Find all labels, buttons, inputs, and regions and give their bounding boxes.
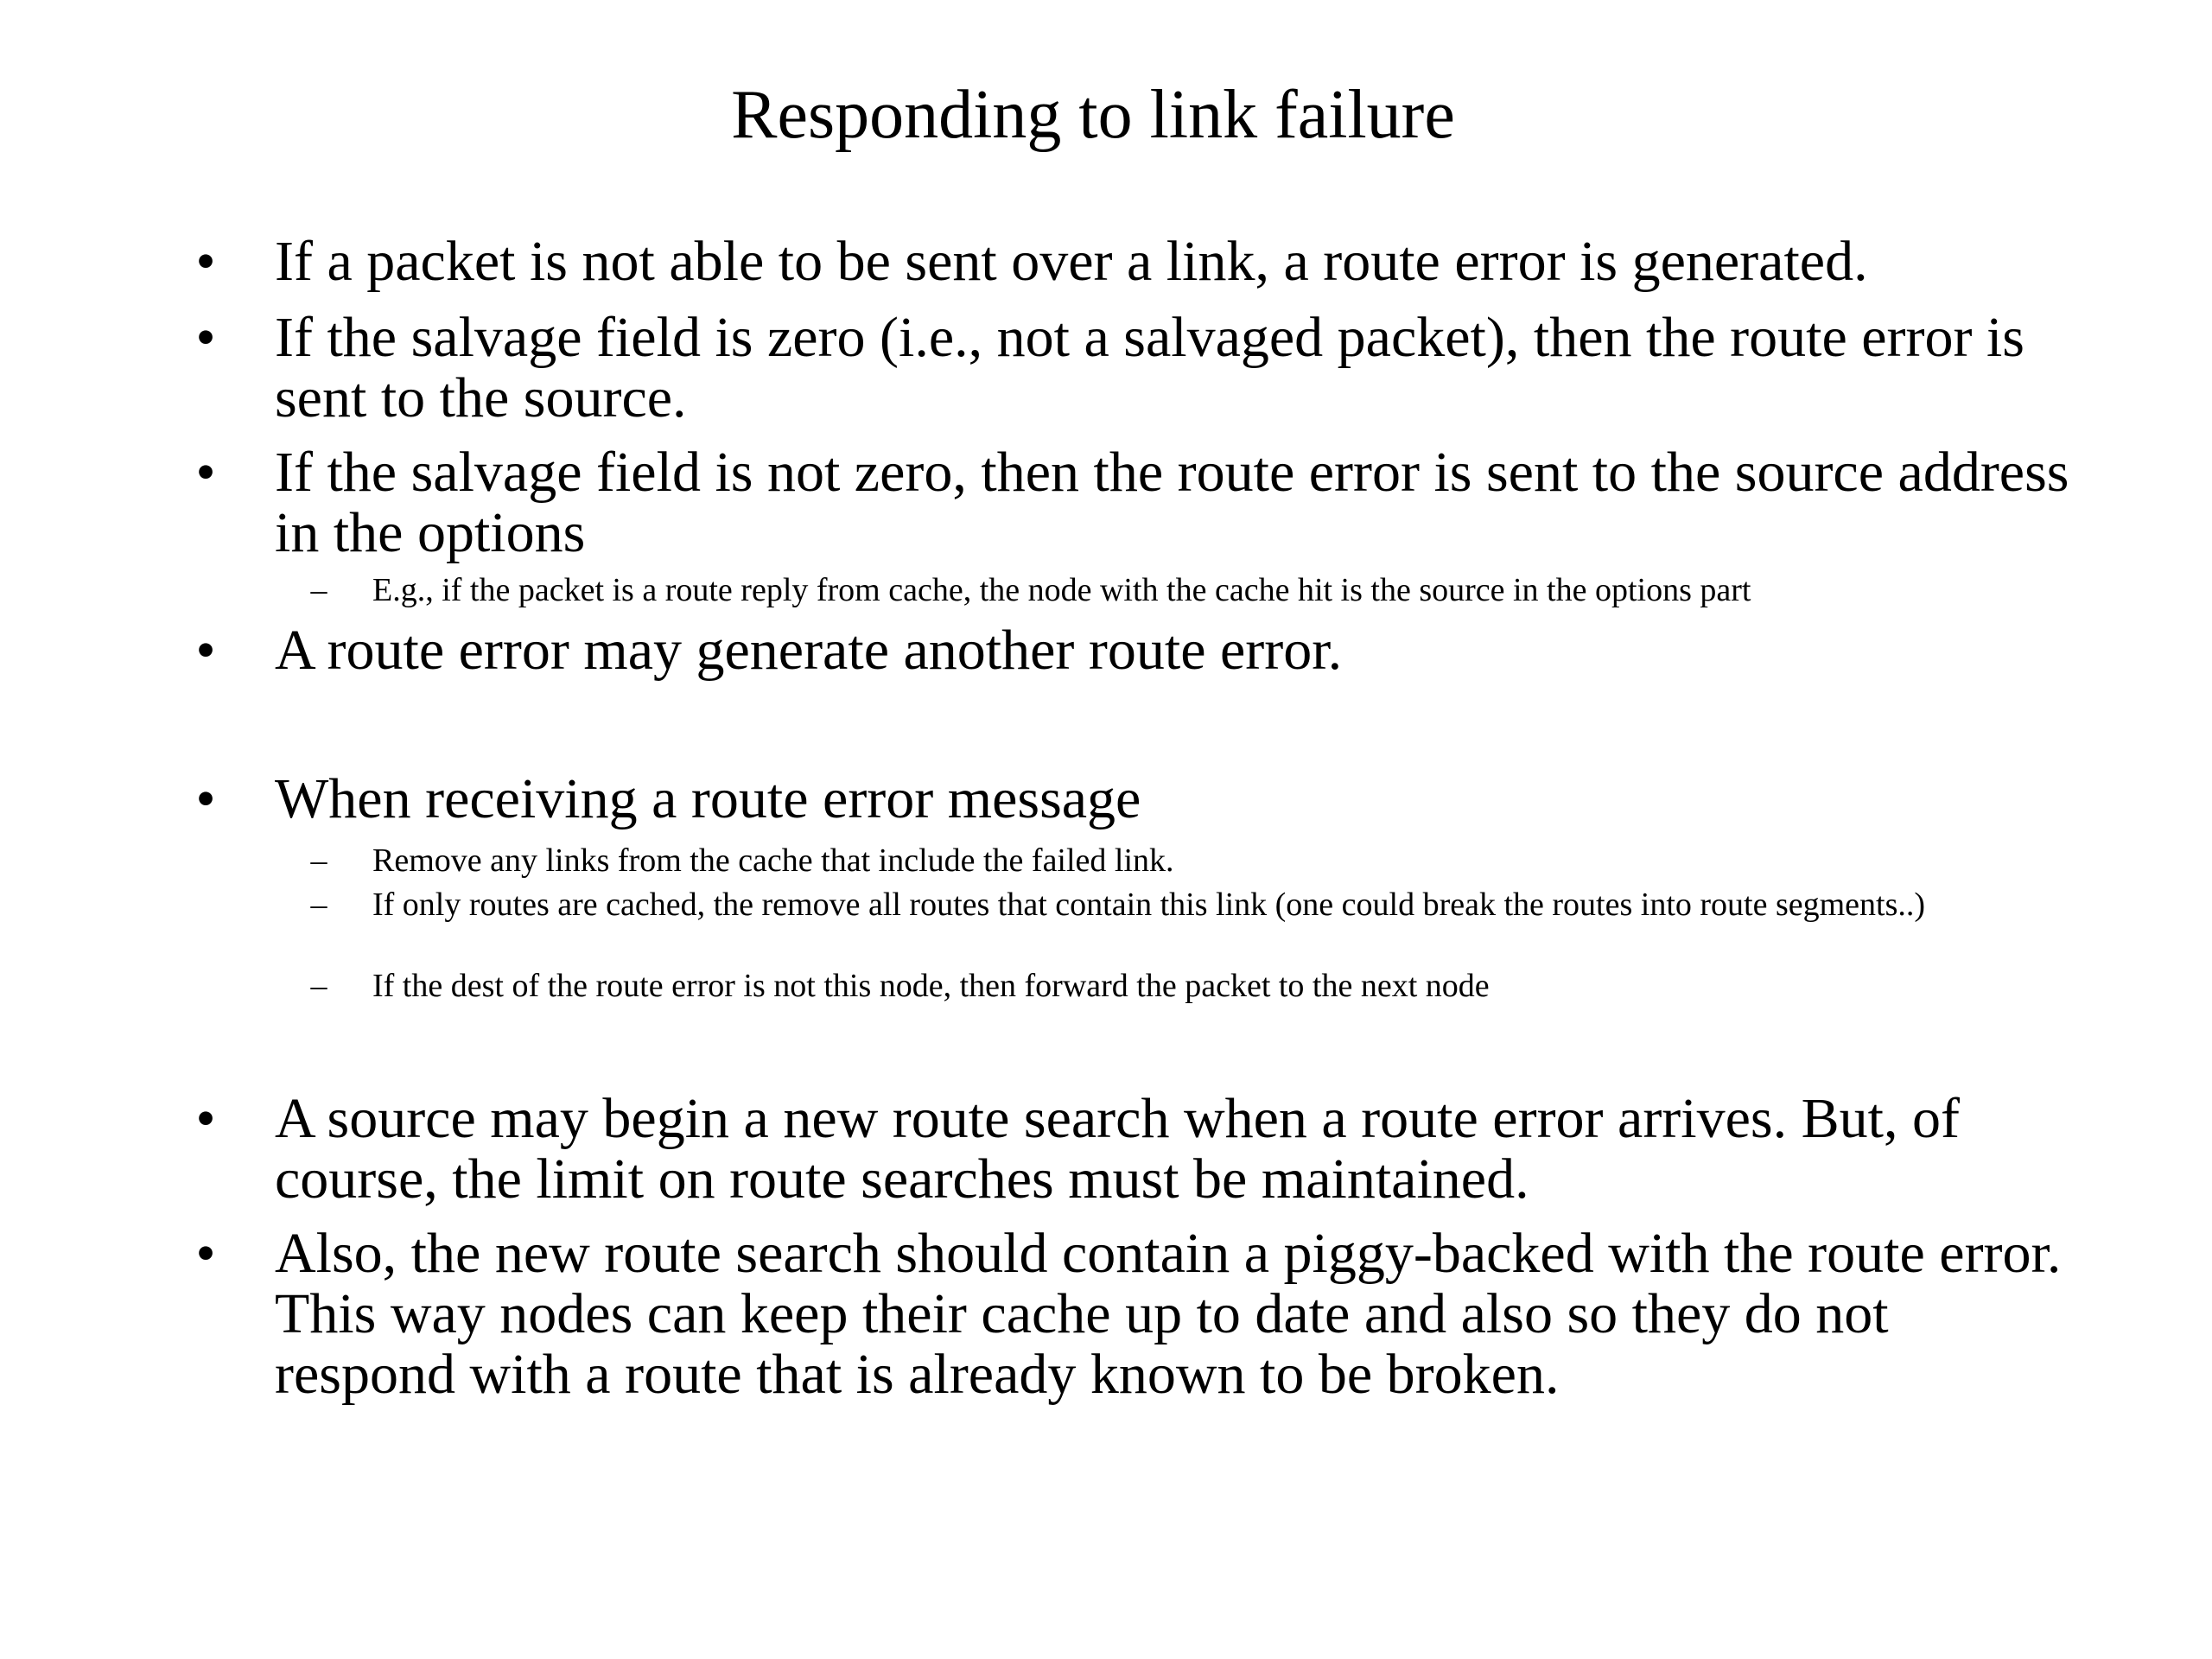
sub-bullet-item xyxy=(310,572,1997,608)
dash-icon: – xyxy=(310,887,327,923)
bullet-text: If the salvage field is not zero, then the route error is sent to the source address in the options xyxy=(275,441,2069,564)
bullet-item xyxy=(195,1087,2072,1211)
dash-icon: – xyxy=(310,572,327,608)
bullet-item xyxy=(195,441,2072,564)
bullet-text: Also, the new route search should contain a piggy-backed with the route error. This way nodes can keep their cache up to date and also so they do not respond with a route that is already known to be broken. xyxy=(275,1222,2062,1406)
bullet-text: If a packet is not able to be sent over a link, a route error is generated. xyxy=(275,230,1868,293)
bullet-text: A route error may generate another route error. xyxy=(275,619,1343,682)
bullet-icon: • xyxy=(195,767,216,830)
sub-bullet-item xyxy=(310,842,1997,879)
sub-bullet-item xyxy=(310,968,1997,1004)
sub-bullet-item xyxy=(310,887,1997,923)
bullet-item xyxy=(195,619,2072,682)
sub-bullet-text: If only routes are cached, the remove all routes that contain this link (one could break the routes into route segments..) xyxy=(372,887,1926,923)
bullet-icon: • xyxy=(195,1087,216,1150)
sub-bullet-text: E.g., if the packet is a route reply from cache, the node with the cache hit is the source in the options part xyxy=(372,572,1751,608)
dash-icon: – xyxy=(310,968,327,1004)
bullet-icon: • xyxy=(195,230,216,293)
bullet-text: If the salvage field is zero (i.e., not a salvaged packet), then the route error is sent to the source. xyxy=(275,306,2024,429)
slide-title: Responding to link failure xyxy=(731,77,1455,153)
bullet-icon: • xyxy=(195,306,216,369)
bullet-item xyxy=(195,306,2072,429)
bullet-icon: • xyxy=(195,619,216,682)
sub-bullet-text: Remove any links from the cache that include the failed link. xyxy=(372,842,1174,879)
sub-bullet-text: If the dest of the route error is not this node, then forward the packet to the next node xyxy=(372,968,1490,1004)
bullet-icon: • xyxy=(195,441,216,504)
bullet-text: When receiving a route error message xyxy=(275,767,1141,830)
bullet-item xyxy=(195,230,2072,293)
bullet-item xyxy=(195,767,2072,830)
bullet-item xyxy=(195,1222,2072,1406)
bullet-text: A source may begin a new route search when a route error arrives. But, of course, the limit on route searches must be maintained. xyxy=(275,1087,1960,1211)
bullet-icon: • xyxy=(195,1222,216,1285)
dash-icon: – xyxy=(310,842,327,879)
